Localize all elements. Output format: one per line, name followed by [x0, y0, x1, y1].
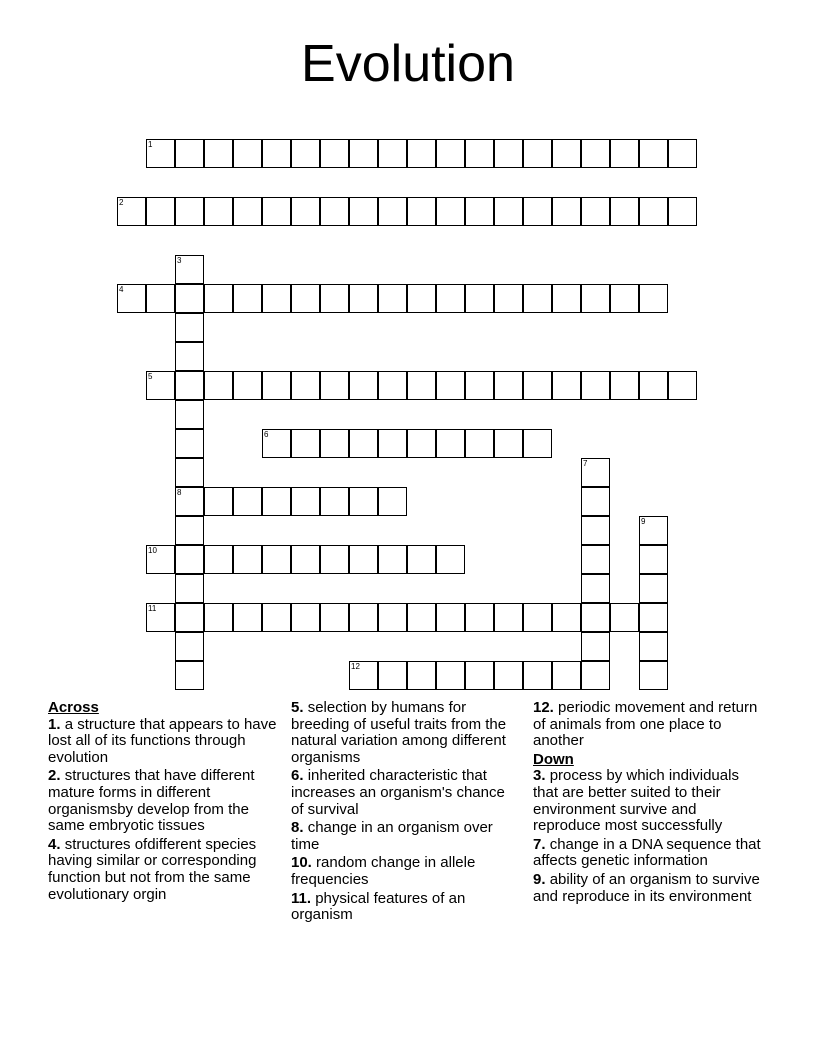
clue-across-8: 8. change in an organism over time [291, 819, 493, 853]
grid-cell[interactable] [581, 458, 610, 487]
down-heading: Down [533, 750, 574, 768]
grid-cell[interactable] [175, 574, 204, 603]
grid-cell[interactable] [262, 487, 291, 516]
grid-cell[interactable] [639, 574, 668, 603]
grid-cell[interactable] [233, 603, 262, 632]
grid-cell[interactable] [610, 197, 639, 226]
grid-cell[interactable] [639, 545, 668, 574]
grid-cell[interactable] [349, 661, 378, 690]
grid-cell[interactable] [349, 197, 378, 226]
grid-cell[interactable] [581, 603, 610, 632]
clue-number: 10 [148, 546, 157, 555]
grid-cell[interactable] [436, 371, 465, 400]
clue-across-11: 11. physical features of an organism [291, 889, 466, 924]
clue-number: 4 [119, 285, 124, 294]
grid-cell[interactable] [262, 139, 291, 168]
grid-cell[interactable] [494, 429, 523, 458]
grid-cell[interactable] [378, 284, 407, 313]
grid-cell[interactable] [552, 284, 581, 313]
grid-cell[interactable] [639, 139, 668, 168]
grid-cell[interactable] [175, 255, 204, 284]
grid-cell[interactable] [262, 284, 291, 313]
clue-number: 2 [119, 198, 124, 207]
grid-cell[interactable] [349, 139, 378, 168]
grid-cell[interactable] [523, 139, 552, 168]
grid-cell[interactable] [175, 284, 204, 313]
grid-cell[interactable] [378, 429, 407, 458]
grid-cell[interactable] [146, 284, 175, 313]
grid-cell[interactable] [581, 516, 610, 545]
clue-across-1: 1. a structure that appears to have lost all of its functions through evolution [48, 715, 277, 766]
grid-cell[interactable] [581, 661, 610, 690]
grid-cell[interactable] [291, 284, 320, 313]
grid-cell[interactable] [349, 429, 378, 458]
grid-cell[interactable] [233, 284, 262, 313]
grid-cell[interactable] [233, 487, 262, 516]
grid-cell[interactable] [175, 603, 204, 632]
grid-cell[interactable] [175, 458, 204, 487]
grid-cell[interactable] [175, 487, 204, 516]
grid-cell[interactable] [349, 603, 378, 632]
grid-cell[interactable] [407, 371, 436, 400]
grid-cell[interactable] [668, 139, 697, 168]
grid-cell[interactable] [175, 313, 204, 342]
grid-cell[interactable] [146, 545, 175, 574]
grid-cell[interactable] [436, 603, 465, 632]
grid-cell[interactable] [581, 284, 610, 313]
grid-cell[interactable] [465, 371, 494, 400]
grid-cell[interactable] [523, 197, 552, 226]
clue-number: 3 [177, 256, 182, 265]
grid-cell[interactable] [204, 603, 233, 632]
clue-down-3: 3. process by which individuals that are better suited to their environment survive and reproduce most successfully [533, 767, 739, 835]
grid-cell[interactable] [320, 429, 349, 458]
grid-cell[interactable] [378, 661, 407, 690]
grid-cell[interactable] [320, 545, 349, 574]
puzzle-title: Evolution [301, 35, 515, 93]
grid-cell[interactable] [610, 603, 639, 632]
grid-cell[interactable] [204, 139, 233, 168]
clue-number: 11 [148, 604, 157, 613]
grid-cell[interactable] [581, 487, 610, 516]
grid-cell[interactable] [552, 371, 581, 400]
grid-cell[interactable] [146, 371, 175, 400]
grid-cell[interactable] [291, 197, 320, 226]
grid-cell[interactable] [233, 545, 262, 574]
grid-cell[interactable] [378, 139, 407, 168]
grid-cell[interactable] [291, 545, 320, 574]
grid-cell[interactable] [349, 545, 378, 574]
grid-cell[interactable] [552, 197, 581, 226]
grid-cell[interactable] [523, 371, 552, 400]
grid-cell[interactable] [320, 371, 349, 400]
clue-number: 1 [148, 140, 153, 149]
grid-cell[interactable] [436, 429, 465, 458]
grid-cell[interactable] [465, 197, 494, 226]
grid-cell[interactable] [204, 284, 233, 313]
grid-cell[interactable] [407, 661, 436, 690]
grid-cell[interactable] [639, 661, 668, 690]
grid-cell[interactable] [610, 284, 639, 313]
clue-across-2: 2. structures that have different mature forms in different organismsby develop from the same embryotic tissues [48, 767, 255, 835]
grid-cell[interactable] [610, 371, 639, 400]
grid-cell[interactable] [436, 661, 465, 690]
grid-cell[interactable] [291, 603, 320, 632]
grid-cell[interactable] [175, 197, 204, 226]
grid-cell[interactable] [291, 139, 320, 168]
clue-number: 9 [641, 517, 646, 526]
clue-down-9: 9. ability of an organism to survive and reproduce in its environment [533, 870, 760, 905]
grid-cell[interactable] [581, 139, 610, 168]
grid-cell[interactable] [407, 284, 436, 313]
grid-cell[interactable] [233, 139, 262, 168]
grid-cell[interactable] [639, 284, 668, 313]
across-heading: Across [48, 699, 99, 716]
grid-cell[interactable] [407, 139, 436, 168]
grid-cell[interactable] [320, 487, 349, 516]
grid-cell[interactable] [291, 487, 320, 516]
grid-cell[interactable] [436, 545, 465, 574]
grid-cell[interactable] [117, 284, 146, 313]
grid-cell[interactable] [581, 545, 610, 574]
grid-cell[interactable] [349, 371, 378, 400]
grid-cell[interactable] [494, 284, 523, 313]
grid-cell[interactable] [639, 371, 668, 400]
grid-cell[interactable] [523, 603, 552, 632]
clue-number: 5 [148, 372, 153, 381]
grid-cell[interactable] [175, 661, 204, 690]
grid-cell[interactable] [668, 197, 697, 226]
grid-cell[interactable] [175, 400, 204, 429]
grid-cell[interactable] [378, 545, 407, 574]
grid-cell[interactable] [552, 603, 581, 632]
grid-cell[interactable] [146, 603, 175, 632]
clue-down-7: 7. change in a DNA sequence that affects genetic information [533, 835, 761, 870]
grid-cell[interactable] [494, 603, 523, 632]
grid-cell[interactable] [175, 429, 204, 458]
grid-cell[interactable] [523, 284, 552, 313]
grid-cell[interactable] [436, 139, 465, 168]
grid-cell[interactable] [175, 516, 204, 545]
grid-cell[interactable] [581, 371, 610, 400]
grid-cell[interactable] [407, 603, 436, 632]
grid-cell[interactable] [204, 197, 233, 226]
clue-across-12: 12. periodic movement and return of animals from one place to another [533, 699, 758, 750]
grid-cell[interactable] [465, 603, 494, 632]
grid-cell[interactable] [639, 197, 668, 226]
grid-cell[interactable] [494, 139, 523, 168]
clue-number: 8 [177, 488, 182, 497]
grid-cell[interactable] [175, 632, 204, 661]
grid-cell[interactable] [378, 371, 407, 400]
grid-cell[interactable] [175, 371, 204, 400]
grid-cell[interactable] [262, 545, 291, 574]
grid-cell[interactable] [204, 487, 233, 516]
grid-cell[interactable] [639, 516, 668, 545]
grid-cell[interactable] [378, 603, 407, 632]
grid-cell[interactable] [175, 342, 204, 371]
grid-cell[interactable] [523, 661, 552, 690]
grid-cell[interactable] [552, 139, 581, 168]
grid-cell[interactable] [175, 139, 204, 168]
clue-across-6: 6. inherited characteristic that increases an organism's chance of survival [291, 767, 505, 818]
clue-across-4: 4. structures ofdifferent species having similar or corresponding function but not from the same evolutionary orgin [48, 835, 257, 903]
grid-cell[interactable] [465, 429, 494, 458]
grid-cell[interactable] [436, 197, 465, 226]
grid-cell[interactable] [494, 661, 523, 690]
grid-cell[interactable] [175, 545, 204, 574]
clue-number: 12 [351, 662, 360, 671]
clue-column-2 [291, 700, 516, 926]
grid-cell[interactable] [436, 284, 465, 313]
grid-cell[interactable] [581, 197, 610, 226]
grid-cell[interactable] [117, 197, 146, 226]
grid-cell[interactable] [320, 197, 349, 226]
grid-cell[interactable] [146, 139, 175, 168]
grid-cell[interactable] [581, 574, 610, 603]
grid-cell[interactable] [494, 371, 523, 400]
clue-number: 6 [264, 430, 269, 439]
grid-cell[interactable] [349, 487, 378, 516]
grid-cell[interactable] [262, 603, 291, 632]
grid-cell[interactable] [639, 632, 668, 661]
grid-cell[interactable] [320, 603, 349, 632]
grid-cell[interactable] [320, 284, 349, 313]
grid-cell[interactable] [610, 139, 639, 168]
grid-cell[interactable] [465, 661, 494, 690]
clue-across-5: 5. selection by humans for breeding of useful traits from the natural variation among different organisms [291, 699, 507, 766]
grid-cell[interactable] [262, 371, 291, 400]
clue-column-1 [48, 700, 280, 905]
grid-cell[interactable] [378, 197, 407, 226]
grid-cell[interactable] [668, 371, 697, 400]
grid-cell[interactable] [233, 371, 262, 400]
grid-cell[interactable] [378, 487, 407, 516]
grid-cell[interactable] [204, 545, 233, 574]
clue-number: 7 [583, 459, 588, 468]
grid-cell[interactable] [639, 603, 668, 632]
grid-cell[interactable] [204, 371, 233, 400]
grid-cell[interactable] [523, 429, 552, 458]
grid-cell[interactable] [407, 545, 436, 574]
grid-cell[interactable] [581, 632, 610, 661]
grid-cell[interactable] [407, 197, 436, 226]
clue-column-3 [533, 700, 763, 907]
grid-cell[interactable] [291, 371, 320, 400]
clue-across-10: 10. random change in allele frequencies [291, 854, 476, 888]
grid-cell[interactable] [465, 284, 494, 313]
grid-cell[interactable] [262, 429, 291, 458]
grid-cell[interactable] [320, 139, 349, 168]
grid-cell[interactable] [349, 284, 378, 313]
grid-cell[interactable] [233, 197, 262, 226]
grid-cell[interactable] [552, 661, 581, 690]
grid-cell[interactable] [146, 197, 175, 226]
grid-cell[interactable] [465, 139, 494, 168]
grid-cell[interactable] [262, 197, 291, 226]
grid-cell[interactable] [494, 197, 523, 226]
grid-cell[interactable] [407, 429, 436, 458]
grid-cell[interactable] [291, 429, 320, 458]
